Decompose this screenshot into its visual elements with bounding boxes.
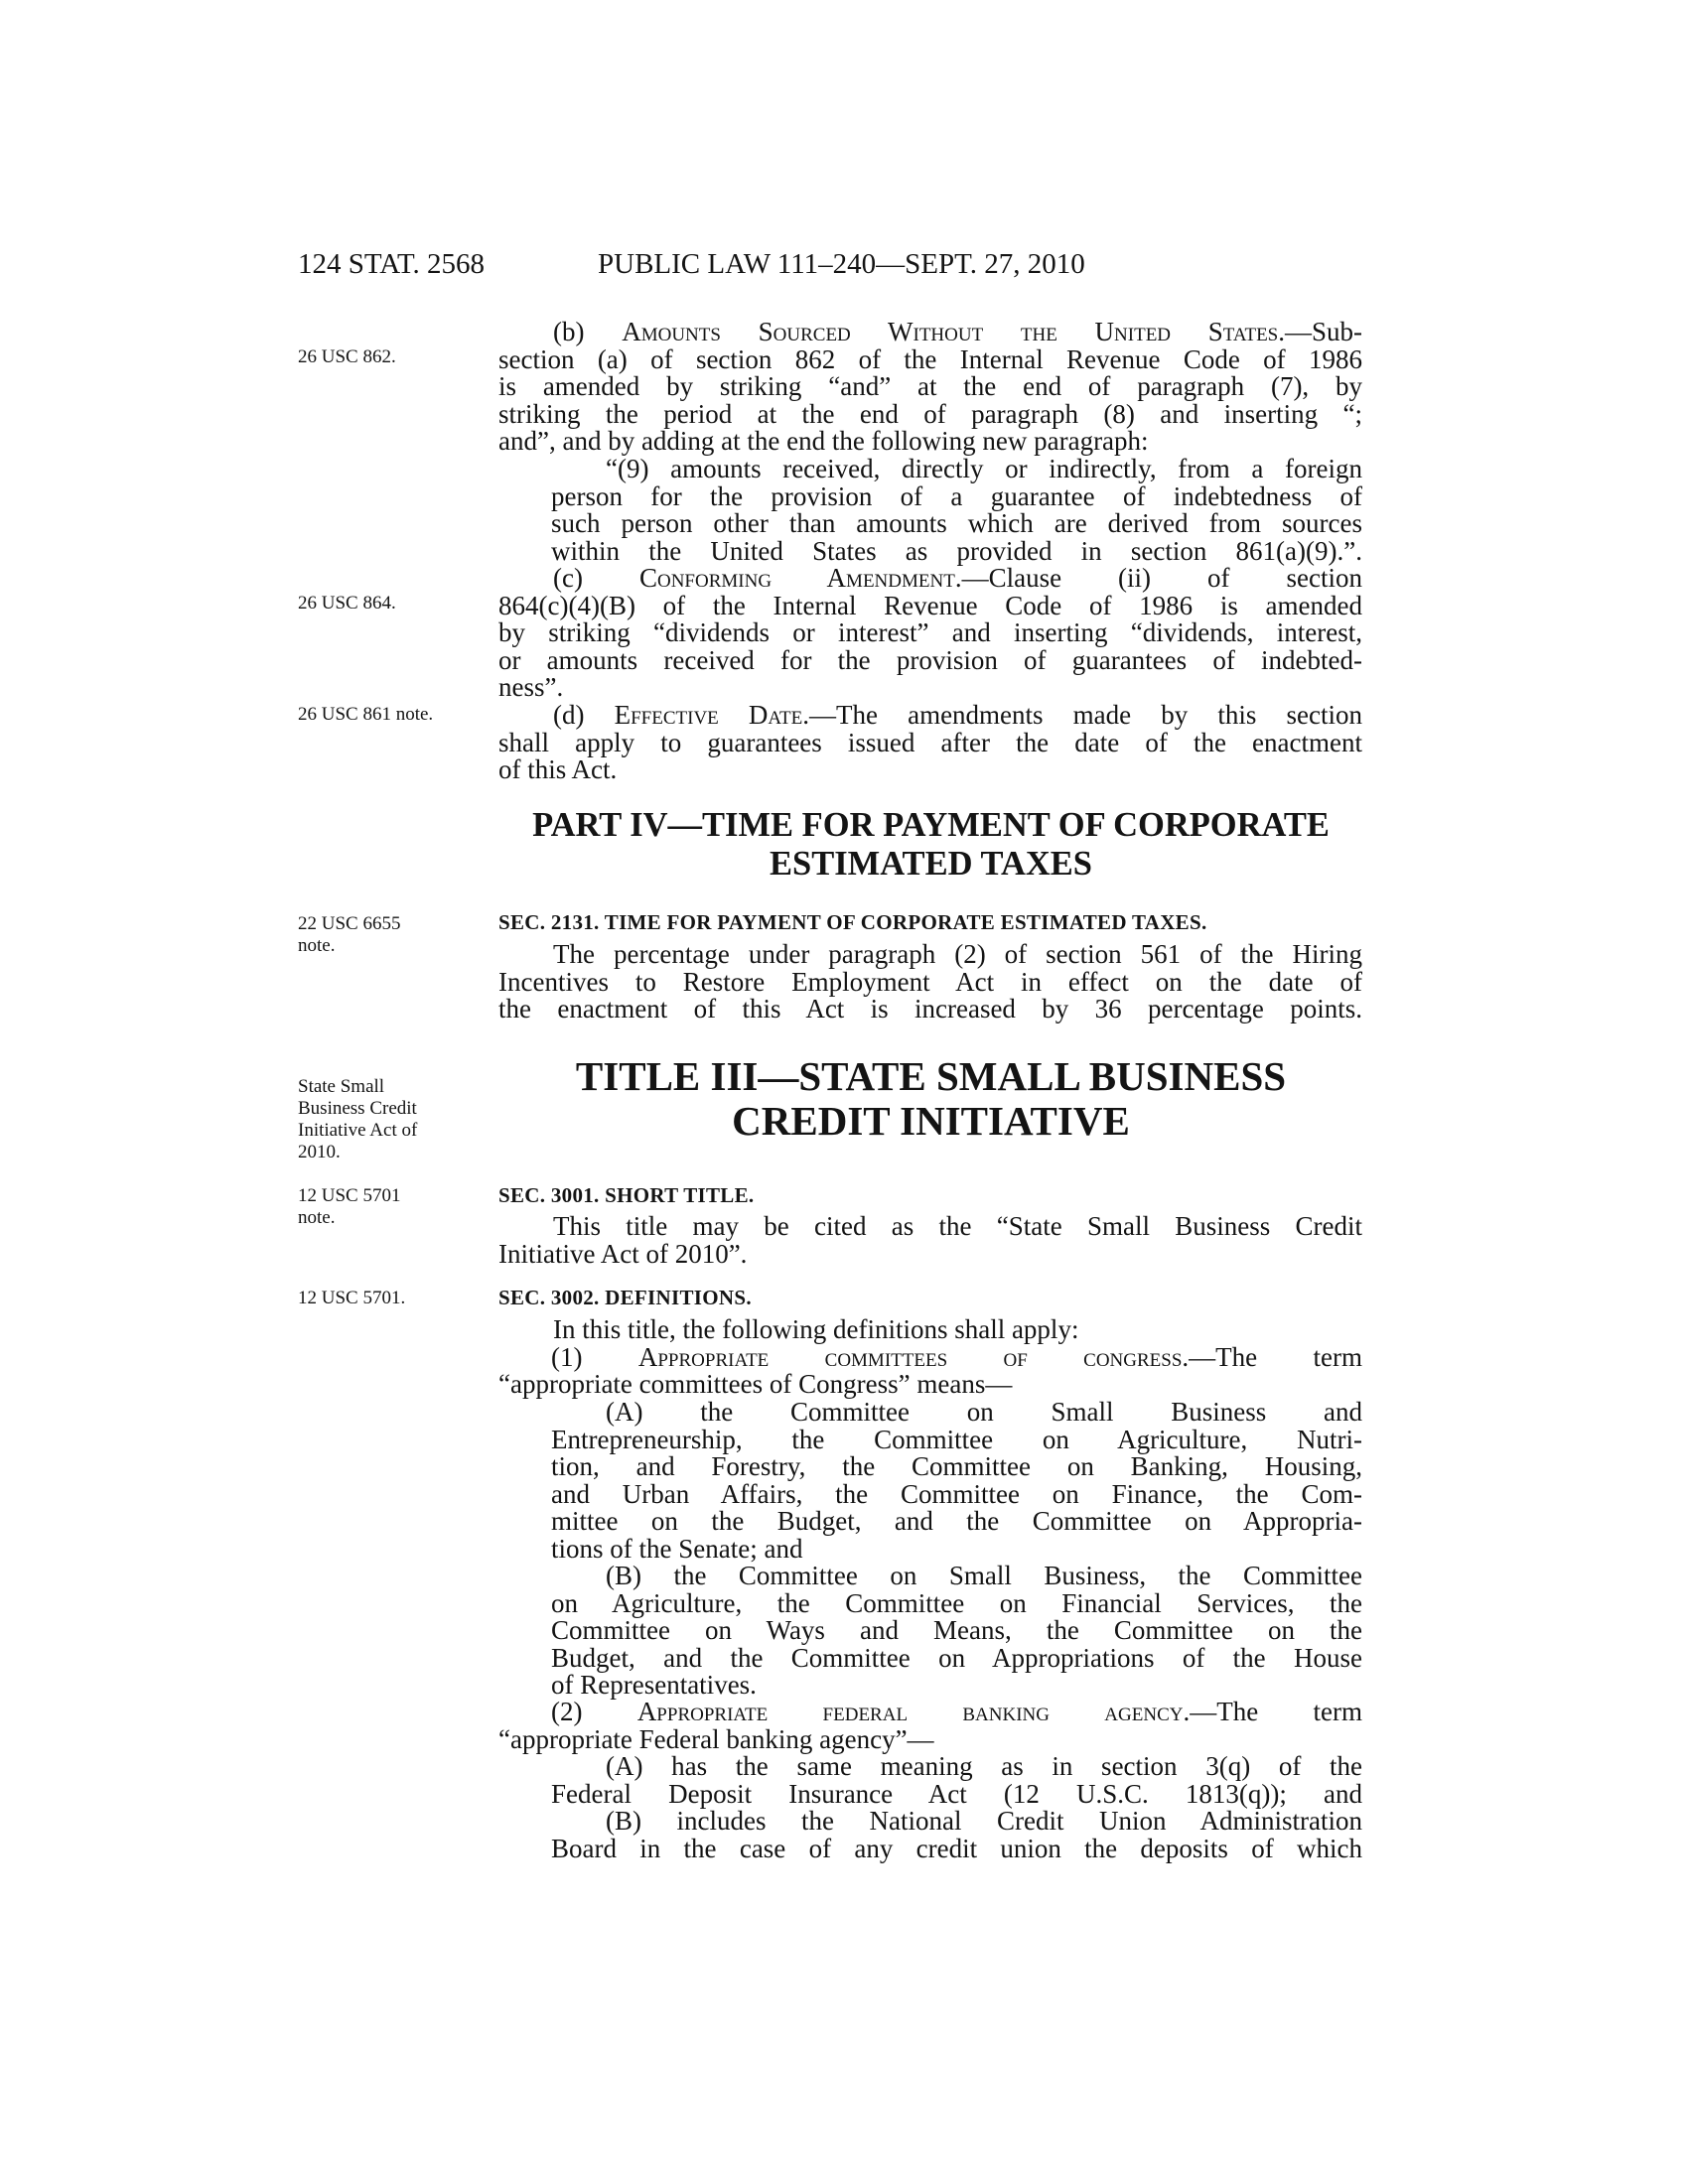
definition-1-prefix: (1)	[551, 1342, 638, 1372]
subsection-b-text-line: is amended by striking “and” at the end of paragraph (7), by	[498, 371, 1362, 401]
definition-2-prefix: (2)	[551, 1697, 637, 1726]
subsection-c	[498, 565, 1362, 702]
definition-1	[551, 1344, 1362, 1372]
definition-1-a	[551, 1399, 1362, 1563]
paragraph-9-line: such person other than amounts which are derived from sources	[551, 508, 1362, 538]
definition-1-b-line: of Representatives.	[551, 1670, 757, 1700]
section-3002-intro	[498, 1316, 1362, 1344]
definition-2-b-line: Board in the case of any credit union the deposits of which	[551, 1833, 1362, 1863]
paragraph-9-quote	[551, 456, 1362, 565]
subsection-b-heading: Amounts Sourced Without the United States	[622, 317, 1279, 346]
running-header	[0, 248, 1688, 288]
section-3001-text	[498, 1213, 1362, 1268]
margin-note-12-usc-5701-note: 12 USC 5701 note.	[298, 1185, 401, 1228]
definition-1-heading: Appropriate committees of congress	[637, 1342, 1183, 1372]
definition-1-term	[498, 1371, 1362, 1399]
paragraph-9-line: within the United States as provided in section 861(a)(9).”.	[551, 535, 1362, 566]
definition-1-a-line: and Urban Affairs, the Committee on Finance, the Com-	[551, 1478, 1362, 1509]
section-2131-line: Incentives to Restore Employment Act in effect on the date of	[498, 966, 1362, 997]
definition-1-a-line: (A) the Committee on Small Business and	[606, 1397, 1362, 1427]
subsection-c-text-line: or amounts received for the provision of guarantees of indebted-	[498, 644, 1362, 675]
definition-1-b-line: Committee on Ways and Means, the Committee on the	[551, 1615, 1362, 1645]
definition-2-heading: Appropriate federal banking agency	[636, 1697, 1184, 1726]
section-3001-line: This title may be cited as the “State Small Business Credit	[553, 1211, 1362, 1241]
definition-1-a-line: mittee on the Budget, and the Committee on Appropria-	[551, 1506, 1362, 1536]
definition-2-line2: “appropriate Federal banking agency”—	[498, 1724, 934, 1754]
subsection-c-heading: Conforming Amendment	[638, 563, 955, 593]
subsection-b-text-line: and”, and by adding at the end the following new paragraph:	[498, 426, 1149, 456]
title-iii-heading-line1: TITLE III—STATE SMALL BUSINESS	[575, 1053, 1287, 1099]
definition-1-b	[551, 1563, 1362, 1700]
definition-2-b-line: (B) includes the National Credit Union Administration	[606, 1806, 1362, 1836]
subsection-d-heading: Effective Date	[614, 700, 803, 730]
definition-1-a-line: tion, and Forestry, the Committee on Banking, Housing,	[551, 1451, 1362, 1481]
section-3002-heading: SEC. 3002. DEFINITIONS.	[498, 1286, 752, 1309]
subsection-b-line1: .—Sub-	[1278, 317, 1363, 346]
definition-1-a-line: Entrepreneurship, the Committee on Agriculture, Nutri-	[551, 1424, 1362, 1454]
section-2131-line: The percentage under paragraph (2) of section 561 of the Hiring	[553, 939, 1362, 969]
definition-2-term	[498, 1726, 1362, 1754]
public-law-citation: PUBLIC LAW 111–240—SEPT. 27, 2010	[598, 248, 1085, 280]
definition-2-a-line: (A) has the same meaning as in section 3(q) of the	[606, 1751, 1362, 1781]
section-2131-heading: SEC. 2131. TIME FOR PAYMENT OF CORPORATE ESTIMATED TAXES.	[498, 910, 1207, 934]
subsection-b-text-line: striking the period at the end of paragraph (8) and inserting “;	[498, 398, 1362, 429]
section-2131-text	[498, 941, 1362, 1024]
margin-note-26-usc-862: 26 USC 862.	[298, 346, 396, 367]
definition-1-b-line: Budget, and the Committee on Appropriations of the House	[551, 1642, 1362, 1673]
section-3001-heading: SEC. 3001. SHORT TITLE.	[498, 1183, 755, 1207]
title-iii-heading-line2: CREDIT INITIATIVE	[732, 1098, 1130, 1144]
definition-1-b-line: on Agriculture, the Committee on Financial Services, the	[551, 1587, 1362, 1618]
paragraph-9-line: person for the provision of a guarantee of indebtedness of	[551, 480, 1362, 511]
subsection-b	[498, 319, 1362, 456]
definition-1-line1: .—The term	[1182, 1342, 1362, 1372]
definition-2-a-line: Federal Deposit Insurance Act (12 U.S.C. 1813(q)); and	[551, 1778, 1362, 1809]
subsection-d	[498, 702, 1362, 784]
subsection-b-text-line: section (a) of section 862 of the Internal Revenue Code of 1986	[498, 343, 1362, 374]
definition-1-a-line: tions of the Senate; and	[551, 1533, 803, 1564]
part-iv-heading-line2: ESTIMATED TAXES	[770, 845, 1092, 883]
section-3001-line: Initiative Act of 2010”.	[498, 1238, 748, 1269]
subsection-d-line1: .—The amendments made by this section	[802, 700, 1362, 730]
subsection-c-line1: .—Clause (ii) of section	[954, 563, 1362, 593]
section-3002-intro-line: In this title, the following definitions shall apply:	[553, 1314, 1079, 1344]
definition-1-line2: “appropriate committees of Congress” means—	[498, 1369, 1013, 1399]
definition-2-line1: .—The term	[1183, 1697, 1362, 1726]
margin-note-22-usc-6655-note: 22 USC 6655 note.	[298, 913, 401, 956]
definition-1-b-line: (B) the Committee on Small Business, the Committee	[606, 1561, 1362, 1590]
subsection-b-prefix: (b)	[553, 317, 623, 346]
margin-note-26-usc-861-note: 26 USC 861 note.	[298, 704, 434, 725]
part-iv-heading-line1: PART IV—TIME FOR PAYMENT OF CORPORATE	[532, 806, 1330, 844]
margin-note-12-usc-5701: 12 USC 5701.	[298, 1288, 406, 1308]
stat-page-number: 124 STAT. 2568	[298, 248, 486, 280]
subsection-d-text-line: shall apply to guarantees issued after the date of the enactment	[498, 727, 1362, 757]
subsection-d-text-line: of this Act.	[498, 754, 618, 784]
definition-2-a	[551, 1753, 1362, 1808]
subsection-d-prefix: (d)	[553, 700, 615, 730]
subsection-c-text-line: ness”.	[498, 672, 564, 702]
definition-2	[551, 1699, 1362, 1726]
subsection-c-prefix: (c)	[553, 563, 639, 593]
margin-note-ssbci-act: State Small Business Credit Initiative Act of 2010.	[298, 1076, 418, 1162]
subsection-c-text-line: by striking “dividends or interest” and inserting “dividends, interest,	[498, 617, 1362, 647]
definition-2-b	[551, 1808, 1362, 1862]
title-iii-heading	[487, 1054, 1375, 1144]
margin-note-26-usc-864: 26 USC 864.	[298, 593, 396, 614]
paragraph-9-line: “(9) amounts received, directly or indirectly, from a foreign	[606, 454, 1362, 483]
subsection-c-text-line: 864(c)(4)(B) of the Internal Revenue Code of 1986 is amended	[498, 590, 1362, 620]
section-2131-line: the enactment of this Act is increased by 36 percentage points.	[498, 994, 1362, 1024]
part-iv-heading	[487, 806, 1375, 884]
